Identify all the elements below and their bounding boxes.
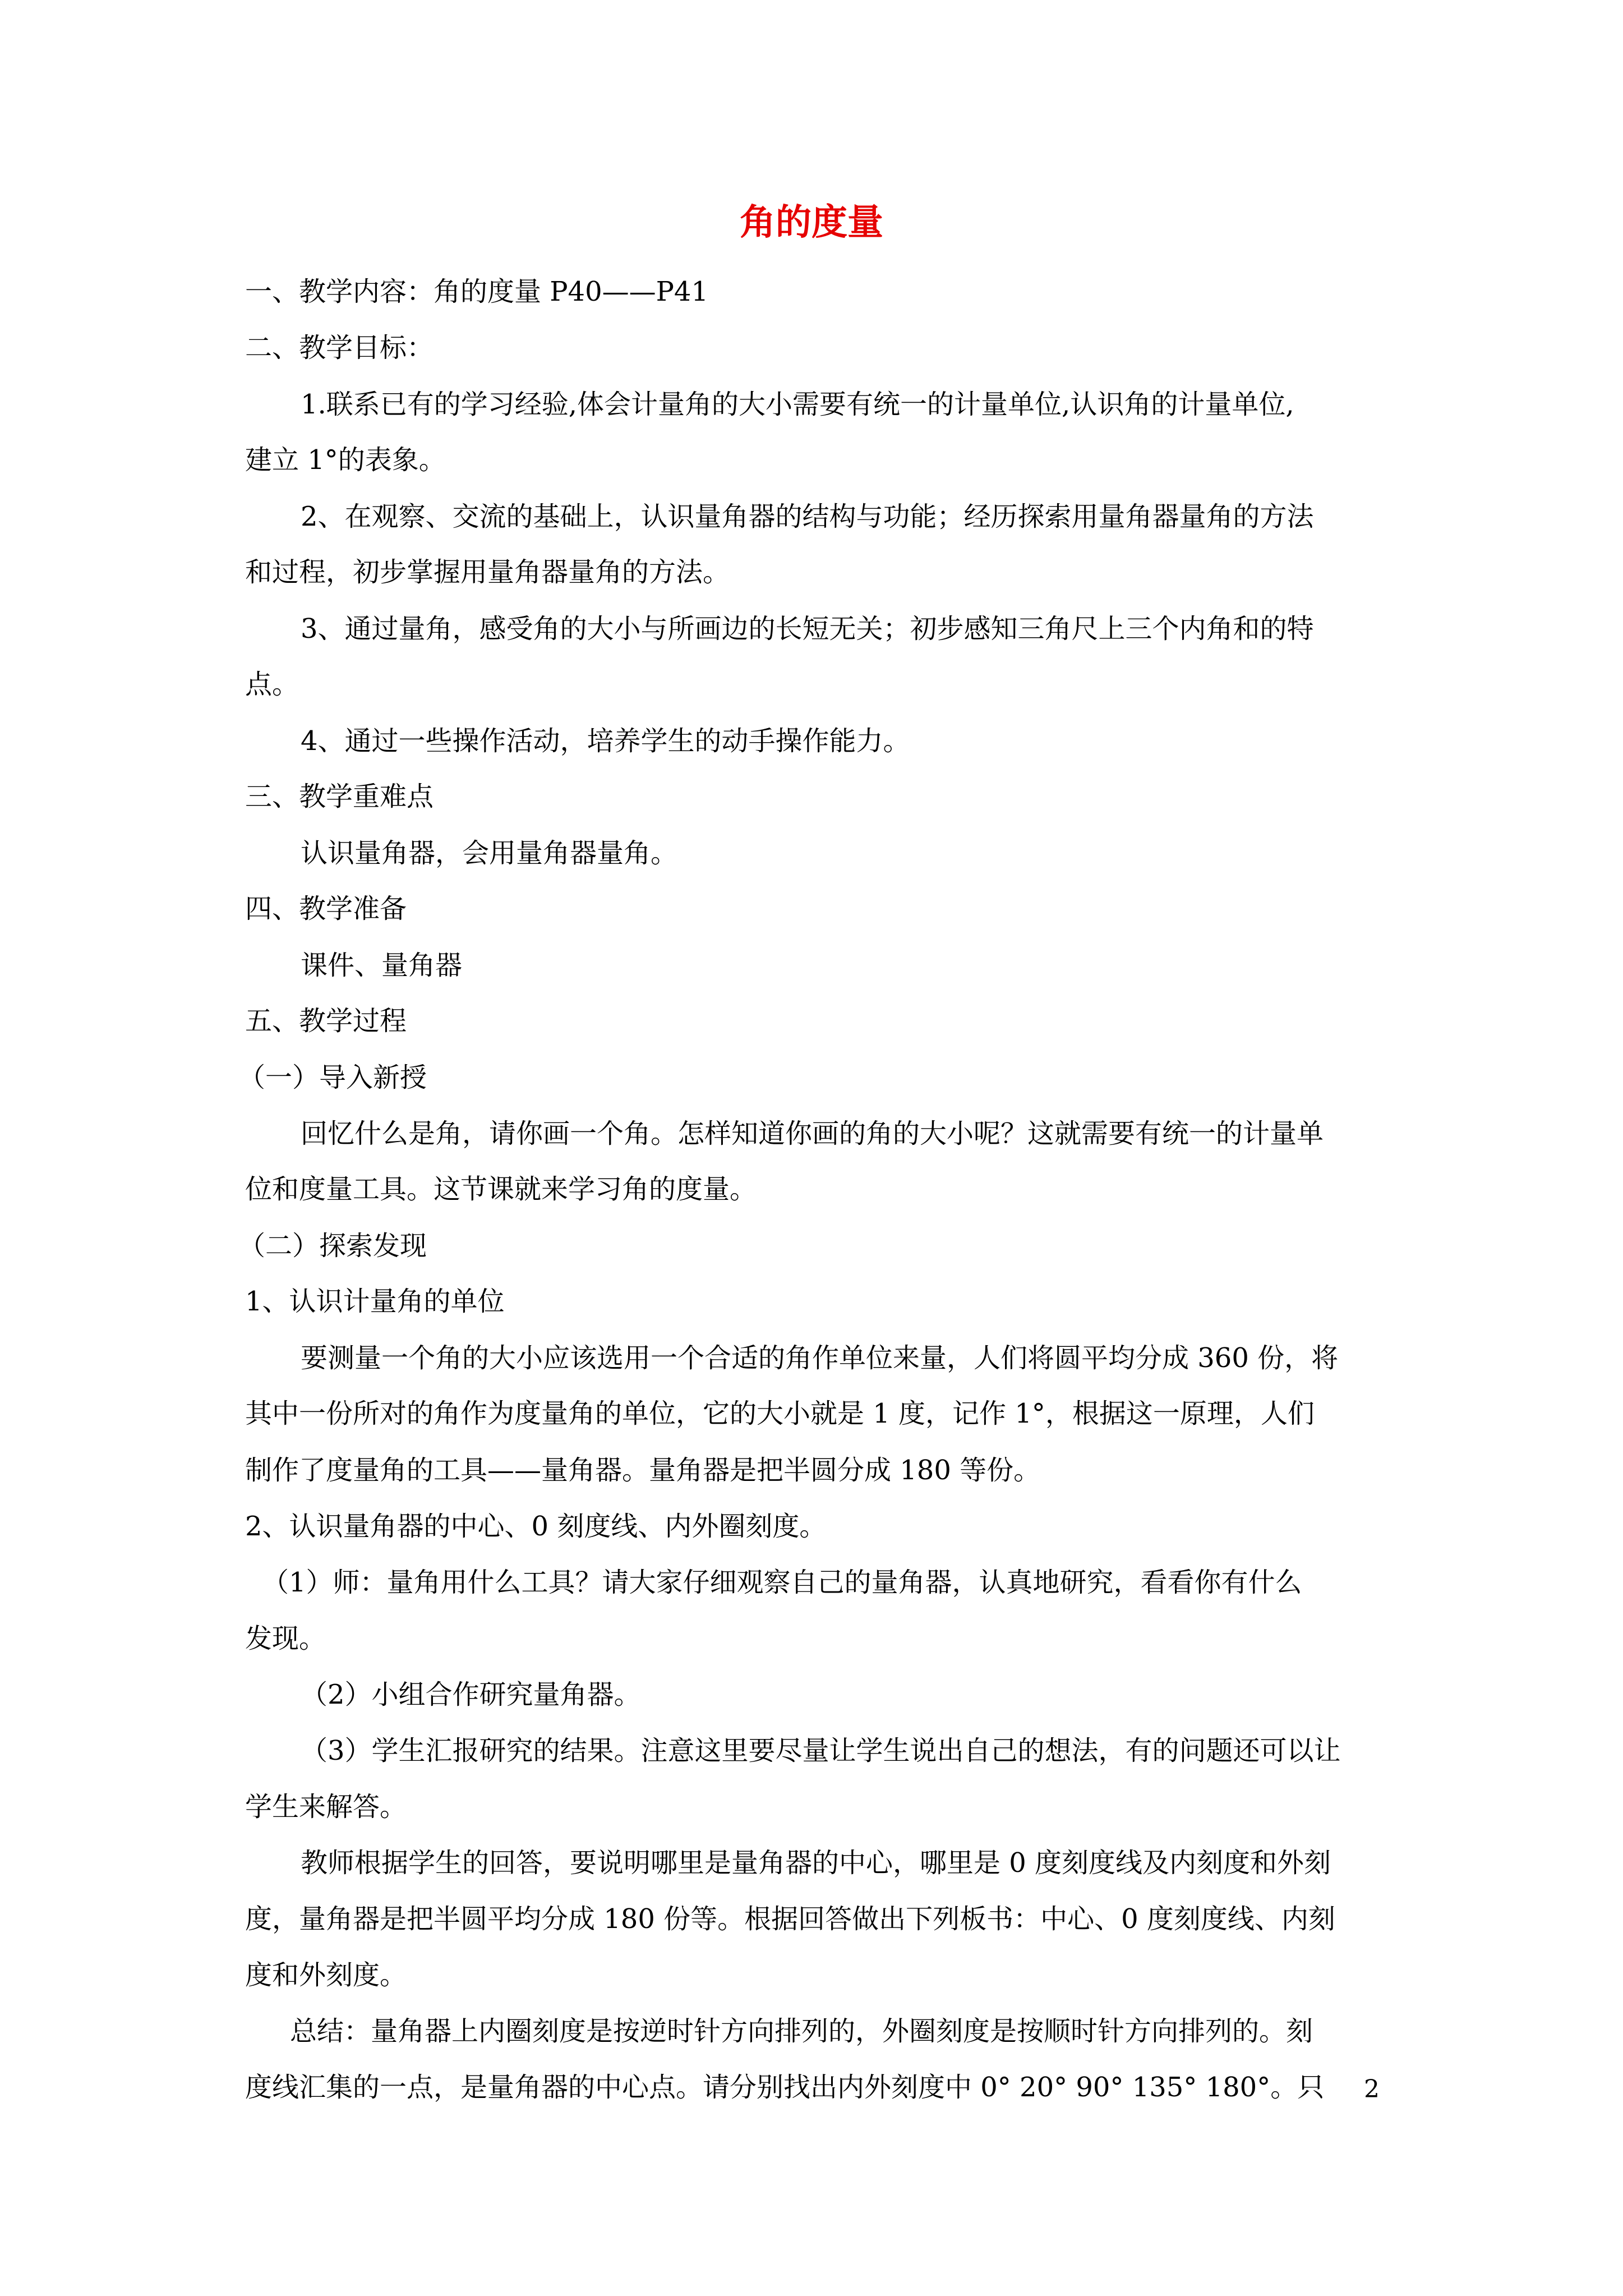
section-heading: 三、教学重难点: [245, 781, 434, 812]
text-line: 其中一份所对的角作为度量角的单位，它的大小就是 1 度，记作 1°，根据这一原理，人们: [245, 1398, 1315, 1429]
subsection-heading: （一）导入新授: [238, 1062, 427, 1093]
text-line: （2）小组合作研究量角器。: [301, 1679, 641, 1710]
text-line: 制作了度量角的工具——量角器。量角器是把半圆分成 180 等份。: [245, 1455, 1041, 1486]
text-line: 回忆什么是角，请你画一个角。怎样知道你画的角的大小呢？这就需要有统一的计量单: [301, 1118, 1324, 1149]
text-line: （3）学生汇报研究的结果。注意这里要尽量让学生说出自己的想法，有的问题还可以让: [301, 1735, 1341, 1766]
text-line: 度和外刻度。: [245, 1959, 407, 1991]
text-line: 认识量角器，会用量角器量角。: [301, 838, 678, 869]
text-line: 2、在观察、交流的基础上，认识量角器的结构与功能；经历探索用量角器量角的方法: [301, 501, 1314, 532]
text-line: 课件、量角器: [301, 950, 463, 981]
text-line: 1、认识计量角的单位: [245, 1286, 505, 1317]
text-line: 度，量角器是把半圆平均分成 180 份等。根据回答做出下列板书：中心、0 度刻度线、内刻: [245, 1903, 1335, 1935]
text-line: 和过程，初步掌握用量角器量角的方法。: [245, 556, 730, 588]
text-line: 学生来解答。: [245, 1791, 407, 1823]
text-line: 一、教学内容：角的度量 P40——P41: [245, 276, 709, 307]
text-line: 度线汇集的一点，是量角器的中心点。请分别找出内外刻度中 0° 20° 90° 135° 180°。只: [245, 2072, 1325, 2103]
page-number: 2: [1364, 2075, 1380, 2104]
text-line: （1）师：量角用什么工具？请大家仔细观察自己的量角器，认真地研究，看看你有什么: [262, 1567, 1302, 1598]
text-line: 位和度量工具。这节课就来学习角的度量。: [245, 1174, 757, 1205]
section-heading: 四、教学准备: [245, 893, 407, 924]
text-line: 总结：量角器上内圈刻度是按逆时针方向排列的，外圈刻度是按顺时针方向排列的。刻: [290, 2016, 1313, 2047]
text-line: 点。: [245, 669, 299, 700]
text-line: 二、教学目标：: [245, 332, 434, 364]
document-title: 角的度量: [740, 201, 883, 243]
text-line: 建立 1°的表象。: [245, 444, 446, 476]
subsection-heading: （二）探索发现: [238, 1230, 427, 1262]
text-line: 1.联系已有的学习经验,体会计量角的大小需要有统一的计量单位,认识角的计量单位,: [301, 389, 1294, 420]
text-line: 教师根据学生的回答，要说明哪里是量角器的中心，哪里是 0 度刻度线及内刻度和外刻: [301, 1847, 1331, 1879]
text-line: 4、通过一些操作活动，培养学生的动手操作能力。: [301, 725, 910, 757]
section-heading: 五、教学过程: [245, 1005, 407, 1037]
text-line: 2、认识量角器的中心、0 刻度线、内外圈刻度。: [245, 1511, 827, 1542]
text-line: 发现。: [245, 1623, 326, 1654]
text-line: 要测量一个角的大小应该选用一个合适的角作单位来量，人们将圆平均分成 360 份，将: [301, 1342, 1339, 1374]
text-line: 3、通过量角，感受角的大小与所画边的长短无关；初步感知三角尺上三个内角和的特: [301, 613, 1314, 645]
